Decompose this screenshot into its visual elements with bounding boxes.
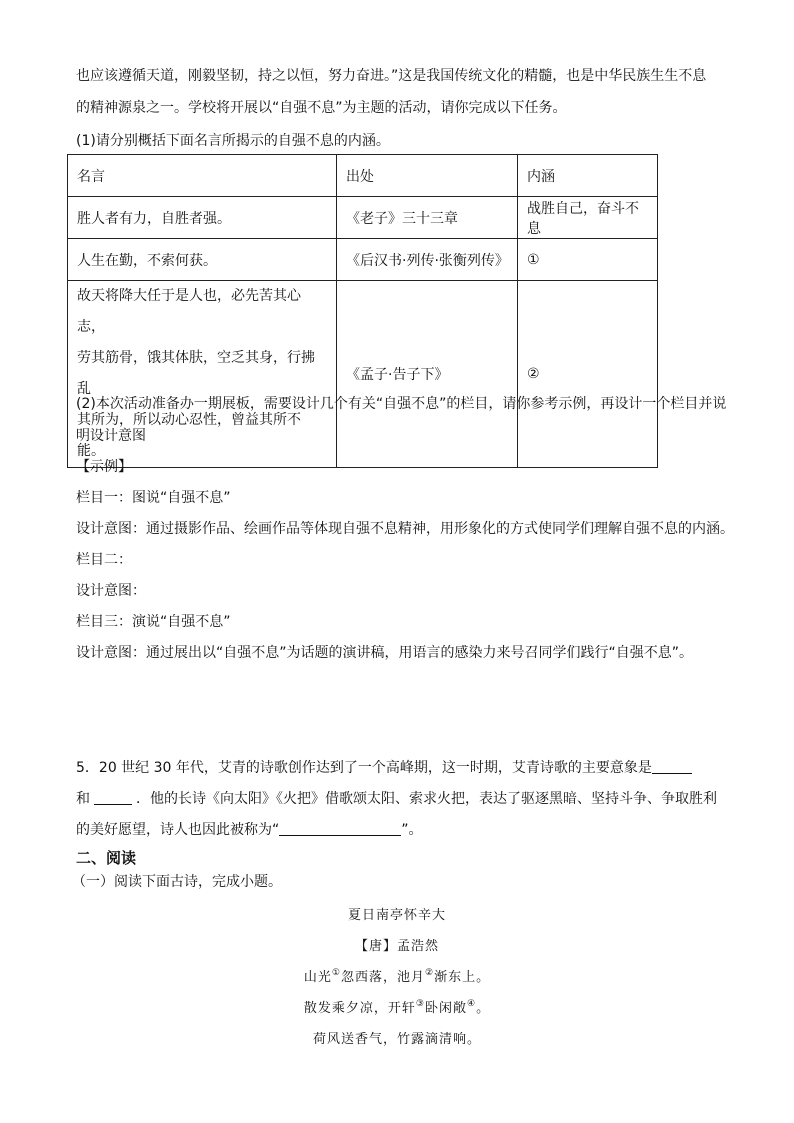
- poem-title: 夏日南亭怀辛大: [347, 908, 446, 923]
- header-source: 出处: [337, 155, 518, 197]
- poem-line-1: [0, 966, 794, 985]
- answer-blank[interactable]: [279, 821, 401, 836]
- section-heading: 二、阅读: [76, 849, 137, 867]
- q5-text: 的美好愿望，诗人也因此被称为“: [76, 822, 280, 838]
- poem-text: 散发乘夕凉，开轩: [303, 1001, 416, 1016]
- answer-blank[interactable]: [652, 759, 692, 774]
- column-1: 栏目一：图说“自强不息”: [76, 490, 231, 506]
- source-cell: 《孟子·告子下》: [337, 281, 518, 468]
- poem-author: 【唐】孟浩然: [354, 939, 439, 954]
- meaning-cell: ②: [518, 281, 658, 468]
- table-header-row: [68, 155, 658, 197]
- poem-text: 山光: [303, 970, 332, 985]
- quote-line: 故天将降大任于是人也，必先苦其心志，: [77, 288, 301, 335]
- header-meaning: 内涵: [518, 155, 658, 197]
- meaning-cell: ①: [518, 239, 658, 281]
- poem-line-2: [0, 997, 794, 1016]
- question-5-line-1: [76, 758, 692, 778]
- q5-text: 和: [76, 791, 90, 807]
- section-subheading: （一）阅读下面古诗，完成小题。: [72, 874, 282, 890]
- intent-2: 设计意图：: [76, 583, 146, 599]
- source-cell: 《老子》三十三章: [337, 197, 518, 239]
- question-5-line-2: [76, 789, 717, 809]
- task1-prompt: (1)请分别概括下面名言所揭示的自强不息的内涵。: [76, 133, 390, 149]
- question-5-line-3: [76, 820, 423, 840]
- poem-text: 渐东上。: [434, 970, 491, 985]
- footnote-mark: ②: [425, 968, 435, 978]
- q5-text: ．他的长诗《向太阳》《火把》借歌颂太阳、索求火把，表达了驱逐黑暗、坚持斗争、争取胜利: [136, 791, 717, 807]
- answer-blank[interactable]: [94, 790, 132, 805]
- column-2: 栏目二：: [76, 552, 132, 568]
- poem-text: 忽西落，池月: [340, 970, 425, 985]
- header-quote: 名言: [68, 155, 337, 197]
- poem-text: 卧闲敞: [424, 1001, 467, 1016]
- footnote-mark: ③: [415, 999, 425, 1009]
- table-row: [68, 197, 658, 239]
- q5-text: ”。: [401, 822, 423, 838]
- source-cell: 《后汉书·列传·张衡列传》: [337, 239, 518, 281]
- quote-cell: 胜人者有力，自胜者强。: [68, 197, 337, 239]
- quotes-table: [67, 154, 658, 468]
- poem-text: 。: [476, 1001, 491, 1016]
- task2-prompt-line-1: (2)本次活动准备办一期展板，需要设计几个有关“自强不息”的栏目，请你参考示例，再设计一个栏目并说: [76, 396, 727, 412]
- quote-cell: 人生在勤，不索何获。: [68, 239, 337, 281]
- meaning-cell: 战胜自己，奋斗不息: [518, 197, 658, 239]
- quote-line: 劳其筋骨，饿其体肤，空乏其身，行拂乱: [77, 350, 315, 397]
- intro-line-1: 也应该遵循天道，刚毅坚韧，持之以恒，努力奋进。”这是我国传统文化的精髓，也是中华民族生生不息: [76, 68, 707, 84]
- table-row: [68, 239, 658, 281]
- table-row: [68, 281, 658, 468]
- q5-text: 5．20 世纪 30 年代，艾青的诗歌创作达到了一个高峰期，这一时期，艾青诗歌的主要意象是: [76, 760, 652, 776]
- example-label: 【示例】: [76, 459, 132, 475]
- task2-prompt-line-2: 明设计意图: [76, 428, 146, 444]
- column-3: 栏目三：演说“自强不息”: [76, 614, 231, 630]
- quote-line: 其所为，所以动心忍性，曾益其所不能。: [77, 412, 301, 459]
- intent-1: 设计意图：通过摄影作品、绘画作品等体现自强不息精神，用形象化的方式使同学们理解自强不息的内涵。: [76, 521, 734, 537]
- footnote-mark: ④: [467, 999, 477, 1009]
- intent-3: 设计意图：通过展出以“自强不息”为话题的演讲稿，用语言的感染力来号召同学们践行“自强不息”。: [76, 645, 694, 661]
- footnote-mark: ①: [331, 968, 341, 978]
- poem-line-3: 荷风送香气，竹露滴清响。: [312, 1032, 481, 1047]
- intro-line-2: 的精神源泉之一。学校将开展以“自强不息”为主题的活动，请你完成以下任务。: [76, 100, 567, 116]
